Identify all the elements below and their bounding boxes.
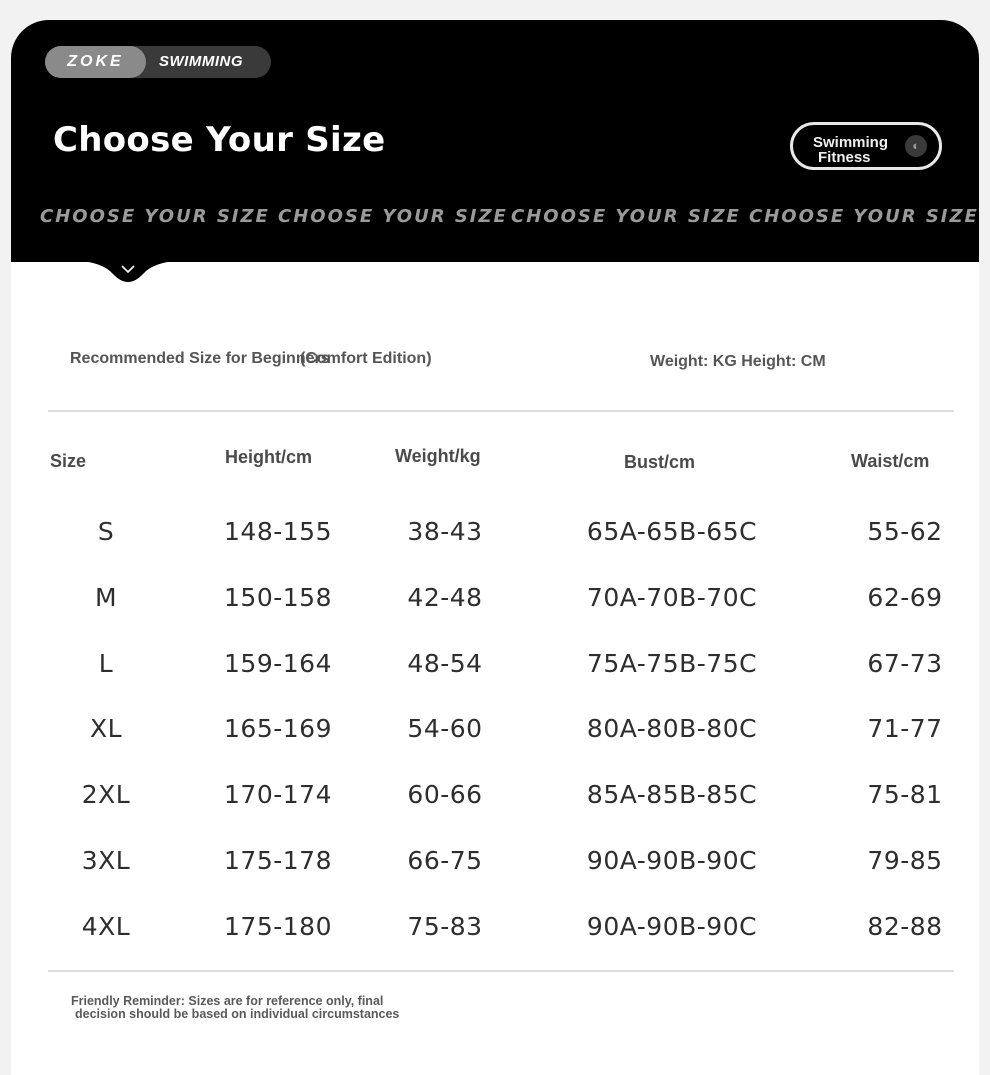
- table-cell: 70A-70B-70C: [586, 583, 758, 612]
- table-cell: 65A-65B-65C: [586, 517, 758, 546]
- table-cell: 165-169: [224, 714, 332, 743]
- column-header-height: Height/cm: [225, 447, 313, 467]
- table-cell: 67-73: [867, 649, 943, 678]
- table-cell: 159-164: [224, 649, 332, 678]
- table-cell: 2XL: [81, 780, 131, 809]
- table-cell: 79-85: [867, 846, 943, 875]
- table-cell: 71-77: [867, 714, 943, 743]
- table-cell: 75A-75B-75C: [586, 649, 758, 678]
- table-cell: 80A-80B-80C: [586, 714, 758, 743]
- friendly-reminder: [71, 995, 399, 1021]
- table-cell: 175-178: [224, 846, 332, 875]
- header-banner: [11, 20, 979, 262]
- table-cell: 60-66: [407, 780, 483, 809]
- table-cell: 75-83: [407, 912, 483, 941]
- table-cell: 62-69: [867, 583, 943, 612]
- units-label: Weight: KG Height: CM: [650, 353, 826, 370]
- table-cell: 148-155: [224, 517, 332, 546]
- badge-label: [813, 135, 888, 165]
- table-cell: XL: [89, 714, 123, 743]
- table-cell: S: [97, 517, 115, 546]
- table-cell: 175-180: [224, 912, 332, 941]
- size-chart-card: [11, 20, 979, 1075]
- marquee-item: CHOOSE YOUR SIZE: [749, 206, 979, 227]
- brand-pill: [45, 46, 271, 78]
- swimmer-icon: ◐: [905, 135, 927, 157]
- recommendation-title: Recommended Size for Beginners: [70, 350, 330, 367]
- divider: [48, 970, 954, 972]
- table-cell: 42-48: [407, 583, 483, 612]
- table-cell: 75-81: [867, 780, 943, 809]
- page-title: Choose Your Size: [53, 120, 386, 160]
- table-cell: 170-174: [224, 780, 332, 809]
- marquee-item: CHOOSE YOUR SIZE: [278, 206, 508, 227]
- category-badge: [790, 122, 942, 170]
- table-cell: 55-62: [867, 517, 943, 546]
- column-header-size: Size: [50, 451, 87, 471]
- table-cell: 90A-90B-90C: [586, 846, 758, 875]
- marquee-strip: [11, 206, 979, 230]
- table-cell: 54-60: [407, 714, 483, 743]
- column-header-bust: Bust/cm: [624, 452, 696, 472]
- divider: [48, 410, 954, 412]
- table-cell: 90A-90B-90C: [586, 912, 758, 941]
- marquee-item: CHOOSE YOUR SIZE: [40, 206, 270, 227]
- table-cell: L: [98, 649, 114, 678]
- table-cell: 4XL: [81, 912, 131, 941]
- table-cell: 48-54: [407, 649, 483, 678]
- table-cell: 85A-85B-85C: [586, 780, 758, 809]
- table-cell: 150-158: [224, 583, 332, 612]
- reminder-line-1: Friendly Reminder: Sizes are for reference only, final: [71, 994, 384, 1008]
- brand-category: SWIMMING: [159, 53, 243, 70]
- table-cell: 82-88: [867, 912, 943, 941]
- chevron-down-icon: [73, 260, 183, 288]
- edition-label: (Comfort Edition): [300, 350, 432, 367]
- column-header-weight: Weight/kg: [395, 446, 481, 466]
- reminder-line-2: decision should be based on individual circumstances: [75, 1007, 400, 1021]
- table-cell: 38-43: [407, 517, 483, 546]
- marquee-item: CHOOSE YOUR SIZE: [511, 206, 741, 227]
- brand-logo: ZOKE: [45, 46, 146, 78]
- table-cell: 3XL: [81, 846, 131, 875]
- column-header-waist: Waist/cm: [851, 451, 930, 471]
- badge-line-1: Swimming: [813, 134, 889, 151]
- table-cell: M: [94, 583, 118, 612]
- table-cell: 66-75: [407, 846, 483, 875]
- badge-line-2: Fitness: [818, 149, 871, 166]
